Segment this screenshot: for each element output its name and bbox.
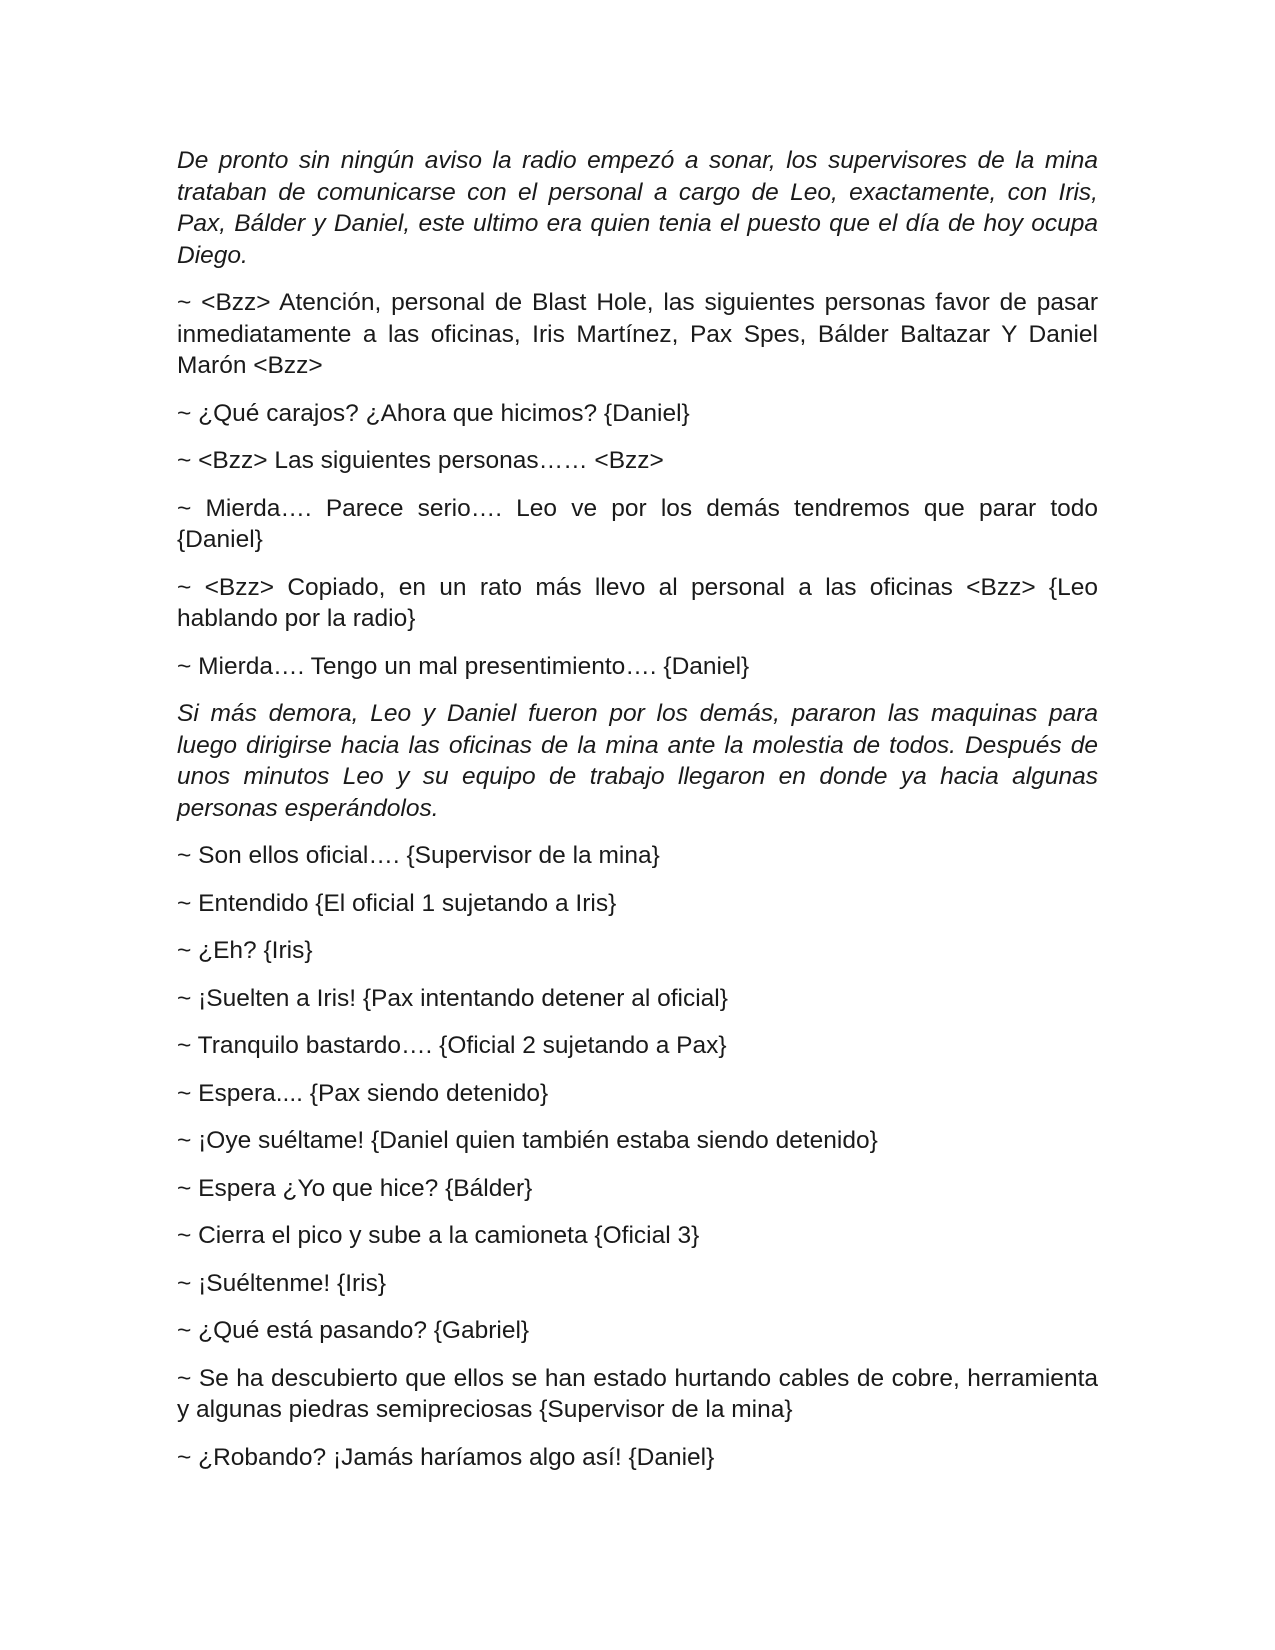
dialogue-line: ~ ¿Robando? ¡Jamás haríamos algo así! {Daniel} [177, 1443, 715, 1471]
dialogue-line: ~ ¿Qué carajos? ¿Ahora que hicimos? {Daniel} [177, 399, 690, 427]
dialogue-line: ~ Espera ¿Yo que hice? {Bálder} [177, 1174, 533, 1202]
dialogue-line: ~ Espera.... {Pax siendo detenido} [177, 1079, 549, 1107]
document-page [177, 145, 1098, 1489]
dialogue-line: ~ Cierra el pico y sube a la camioneta {Oficial 3} [177, 1222, 700, 1249]
dialogue-line: ~ ¡Oye suéltame! {Daniel quien también estaba siendo detenido} [177, 1127, 878, 1154]
narration-paragraph: De pronto sin ningún aviso la radio empezó a sonar, los supervisores de la mina trataban de comunicarse con el personal a cargo de Leo, exactamente, con Iris, Pax, Bálder y Daniel, este ultimo era quien tenia el puesto que el día de hoy ocupa Diego. [177, 147, 1098, 269]
dialogue-line: ~ Mierda…. Tengo un mal presentimiento…. {Daniel} [177, 652, 750, 680]
dialogue-line: ~ ¿Qué está pasando? {Gabriel} [177, 1317, 530, 1344]
dialogue-line: ~ ¿Eh? {Iris} [177, 937, 313, 964]
dialogue-line: ~ Se ha descubierto que ellos se han estado hurtando cables de cobre, herramienta y algunas piedras semipreciosas {Supervisor de la mina} [177, 1364, 1098, 1423]
dialogue-line: ~ <Bzz> Las siguientes personas…… <Bzz> [177, 447, 664, 474]
dialogue-line: ~ Tranquilo bastardo…. {Oficial 2 sujetando a Pax} [177, 1032, 727, 1059]
dialogue-line: ~ ¡Suelten a Iris! {Pax intentando detener al oficial} [177, 984, 728, 1012]
dialogue-line: ~ Entendido {El oficial 1 sujetando a Iris} [177, 889, 617, 917]
dialogue-line: ~ <Bzz> Atención, personal de Blast Hole, las siguientes personas favor de pasar inmediatamente a las oficinas, Iris Martínez, Pax Spes, Bálder Baltazar Y Daniel Marón <Bzz> [177, 289, 1098, 379]
dialogue-line: ~ Mierda…. Parece serio…. Leo ve por los demás tendremos que parar todo {Daniel} [177, 494, 1098, 553]
dialogue-line: ~ <Bzz> Copiado, en un rato más llevo al personal a las oficinas <Bzz> {Leo hablando por la radio} [177, 573, 1098, 632]
dialogue-line: ~ ¡Suéltenme! {Iris} [177, 1269, 387, 1297]
dialogue-line: ~ Son ellos oficial…. {Supervisor de la mina} [177, 842, 660, 869]
narration-paragraph: Si más demora, Leo y Daniel fueron por los demás, pararon las maquinas para luego dirigirse hacia las oficinas de la mina ante la molestia de todos. Después de unos minutos Leo y su equipo de trabajo llegaron en donde ya hacia algunas personas esperándolos. [177, 700, 1098, 822]
